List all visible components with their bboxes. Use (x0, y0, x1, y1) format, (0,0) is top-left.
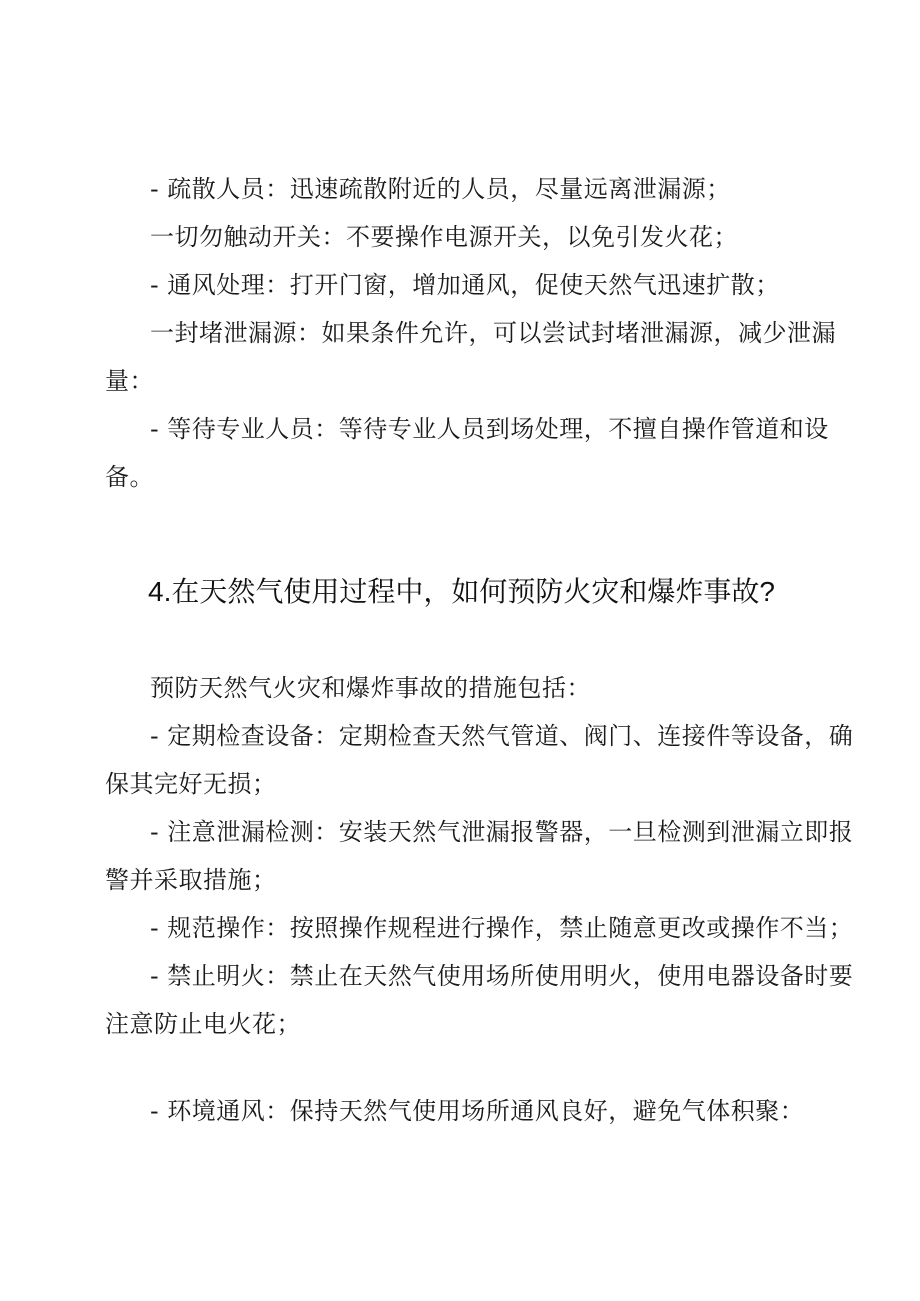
list-item: - 定期检查设备：定期检查天然气管道、阀门、连接件等设备，确 (150, 722, 854, 750)
list-item-continuation: 警并采取措施； (105, 866, 277, 894)
list-item: - 禁止明火：禁止在天然气使用场所使用明火，使用电器设备时要 (150, 962, 854, 990)
list-item: 一切勿触动开关：不要操作电源开关，以免引发火花； (150, 223, 738, 251)
list-item: - 疏散人员：迅速疏散附近的人员，尽量远离泄漏源； (150, 175, 731, 203)
list-item: - 通风处理：打开门窗，增加通风，促使天然气迅速扩散； (150, 271, 780, 299)
list-item-continuation: 保其完好无损； (105, 770, 277, 798)
list-item: - 注意泄漏检测：安装天然气泄漏报警器，一旦检测到泄漏立即报 (150, 818, 854, 846)
list-item: - 环境通风：保持天然气使用场所通风良好，避免气体积聚： (150, 1097, 805, 1125)
list-item-continuation: 量： (105, 367, 154, 395)
list-item: - 等待专业人员：等待专业人员到场处理，不擅自操作管道和设 (150, 415, 829, 443)
intro-paragraph: 预防天然气火灾和爆炸事故的措施包括： (150, 674, 591, 702)
list-item-continuation: 注意防止电火花； (105, 1010, 301, 1038)
list-item: 一封堵泄漏源：如果条件允许，可以尝试封堵泄漏源，减少泄漏 (150, 319, 836, 347)
list-item: - 规范操作：按照操作规程进行操作，禁止随意更改或操作不当； (150, 914, 854, 942)
list-item-continuation: 备。 (105, 463, 154, 491)
section-heading: 4.在天然气使用过程中，如何预防火灾和爆炸事故? (148, 576, 775, 607)
